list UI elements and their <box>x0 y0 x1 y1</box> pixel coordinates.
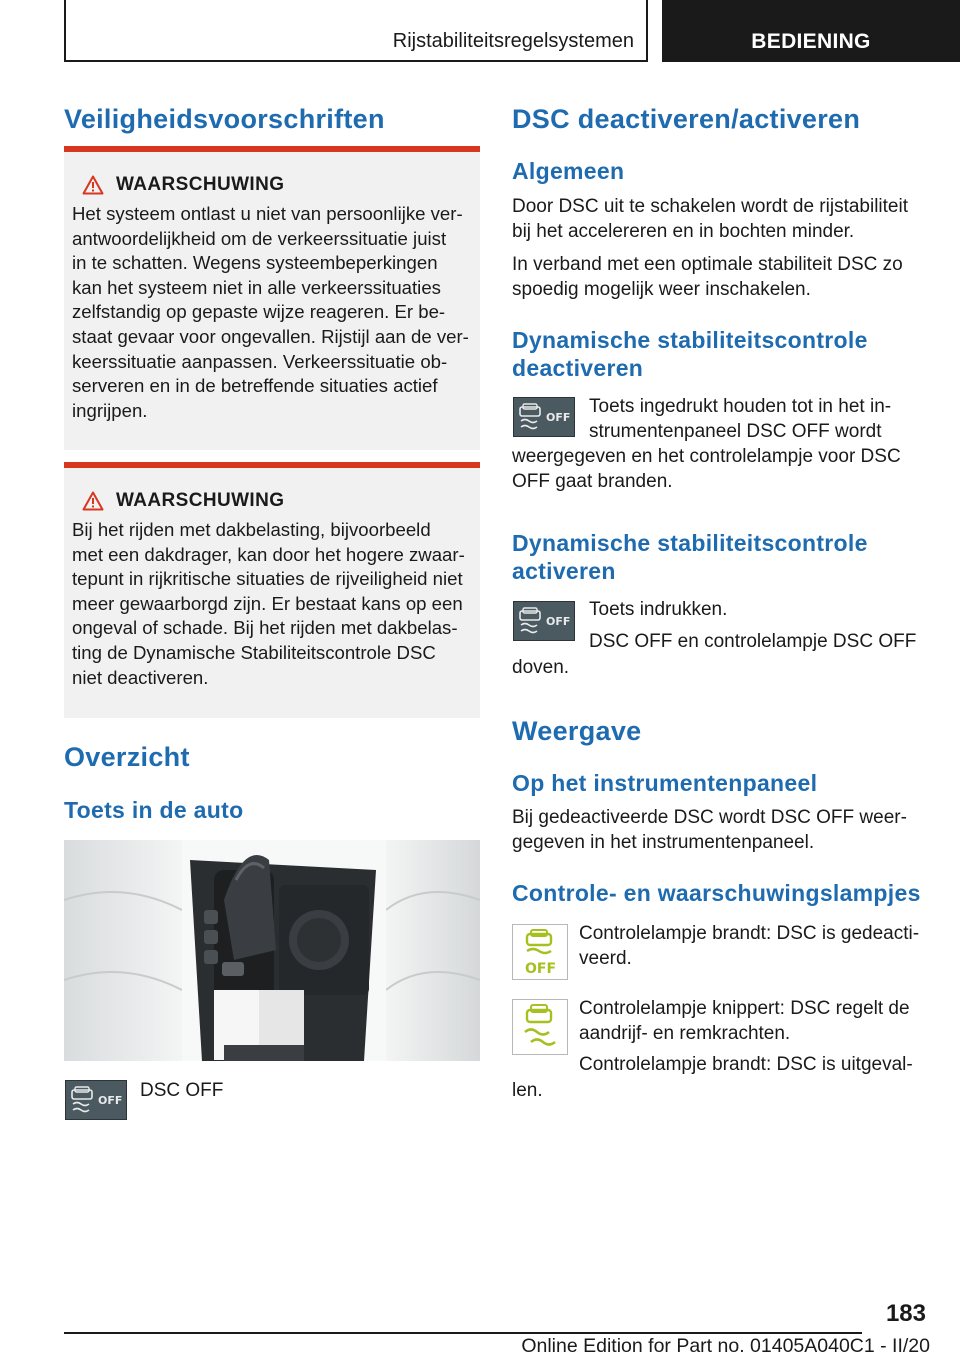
dsc-off-caption: DSC OFF <box>140 1080 224 1101</box>
warning-heading <box>72 174 472 196</box>
warning-label: WAARSCHUWING <box>116 490 285 511</box>
lamps-title: Controle- en waarschuwingslampjes <box>512 880 921 906</box>
svg-text:OFF: OFF <box>546 615 571 628</box>
lamp-text-2: Controlelampje knippert: DSC regelt de aandrijf- en remkrachten. <box>579 998 910 1044</box>
center-console-illustration <box>64 840 480 1061</box>
display-title: Weergave <box>512 716 642 746</box>
dsc-off-button-icon <box>513 601 575 641</box>
general-text-2: In verband met een optimale stabiliteit DSC zo spoedig mogelijk weer inschakelen. <box>512 254 903 300</box>
lamp-text-3-cont: len. <box>512 1080 543 1101</box>
dsc-off-lamp-icon <box>512 924 568 980</box>
instrument-panel-title: Op het instrumentenpaneel <box>512 770 818 796</box>
general-text-1: Door DSC uit te schakelen wordt de rijstabiliteit bij het accelereren en in bochten minder. <box>512 196 909 242</box>
dsc-title: DSC deactiveren/activeren <box>512 104 861 134</box>
page-number: 183 <box>885 1300 926 1327</box>
warning-text-1: Het systeem ontlast u niet van persoonlijke ver- antwoordelijkheid om de verkeerssituatie juist in te schatten. Wegens systeembeperkingen kan het systeem niet in alle verkeerssituaties zelfstandig op gepaste wijze reageren. Er be- staat gevaar voor ongevallen. Rijstijl aan de ver- keerssituatie aanpassen. Verkeerssituatie ob- serveren en in de betreffende situaties actief ingrijpen. <box>72 203 469 421</box>
svg-text:OFF: OFF <box>98 1094 123 1107</box>
deactivate-title: Dynamische stabiliteitscontrole deactiveren <box>512 327 868 381</box>
dsc-off-button-icon <box>513 397 575 437</box>
center-console-photo <box>64 840 480 1061</box>
activate-text-2: DSC OFF en controlelampje DSC OFF <box>589 631 917 652</box>
overview-title: Overzicht <box>64 742 190 772</box>
deactivate-text-side: Toets ingedrukt houden tot in het in- strumentenpaneel DSC OFF wordt <box>589 396 892 442</box>
activate-title: Dynamische stabiliteitscontrole activeren <box>512 530 868 584</box>
general-title: Algemeen <box>512 158 625 184</box>
warning-label: WAARSCHUWING <box>116 174 285 195</box>
warning-heading <box>72 490 472 512</box>
dsc-lamp-icon <box>512 999 568 1055</box>
page-header <box>64 0 960 64</box>
safety-title: Veiligheidsvoorschriften <box>64 104 385 134</box>
lamp-text-3: Controlelampje brandt: DSC is uitgeval- <box>579 1054 913 1075</box>
warning-box-2 <box>64 462 480 718</box>
footer-edition: Online Edition for Part no. 01405A040C1 - II/20 <box>521 1335 930 1357</box>
header-chapter-tab: BEDIENING <box>662 0 960 62</box>
button-in-car-title: Toets in de auto <box>64 797 244 823</box>
activate-text-3: doven. <box>512 657 570 678</box>
svg-text:OFF: OFF <box>546 411 571 424</box>
warning-text-2: Bij het rijden met dakbelasting, bijvoorbeeld met een dakdrager, kan door het hogere zwaar- tepunt in rijkritische situaties de rijveiligheid niet meer gewaarborgd zijn. Er bestaat kans op een ongeval of schade. Bij het rijden met dakbelas- ting de Dynamische Stabiliteitscontrole DSC niet deactiveren. <box>72 519 465 688</box>
dsc-off-button-icon <box>65 1080 127 1120</box>
warning-box-1 <box>64 146 480 450</box>
lamp-text-1: Controlelampje brandt: DSC is gedeacti- veerd. <box>579 923 920 969</box>
warning-triangle-icon <box>82 491 104 511</box>
warning-triangle-icon <box>82 175 104 195</box>
footer-rule <box>64 1332 862 1334</box>
svg-text:OFF: OFF <box>525 961 557 977</box>
deactivate-text: weergegeven en het controlelampje voor DSC OFF gaat branden. <box>512 446 901 492</box>
header-section-title: Rijstabiliteitsregelsystemen <box>392 30 634 52</box>
instrument-panel-text: Bij gedeactiveerde DSC wordt DSC OFF weer- gegeven in het instrumentenpaneel. <box>512 807 907 853</box>
activate-text-1: Toets indrukken. <box>589 599 728 620</box>
